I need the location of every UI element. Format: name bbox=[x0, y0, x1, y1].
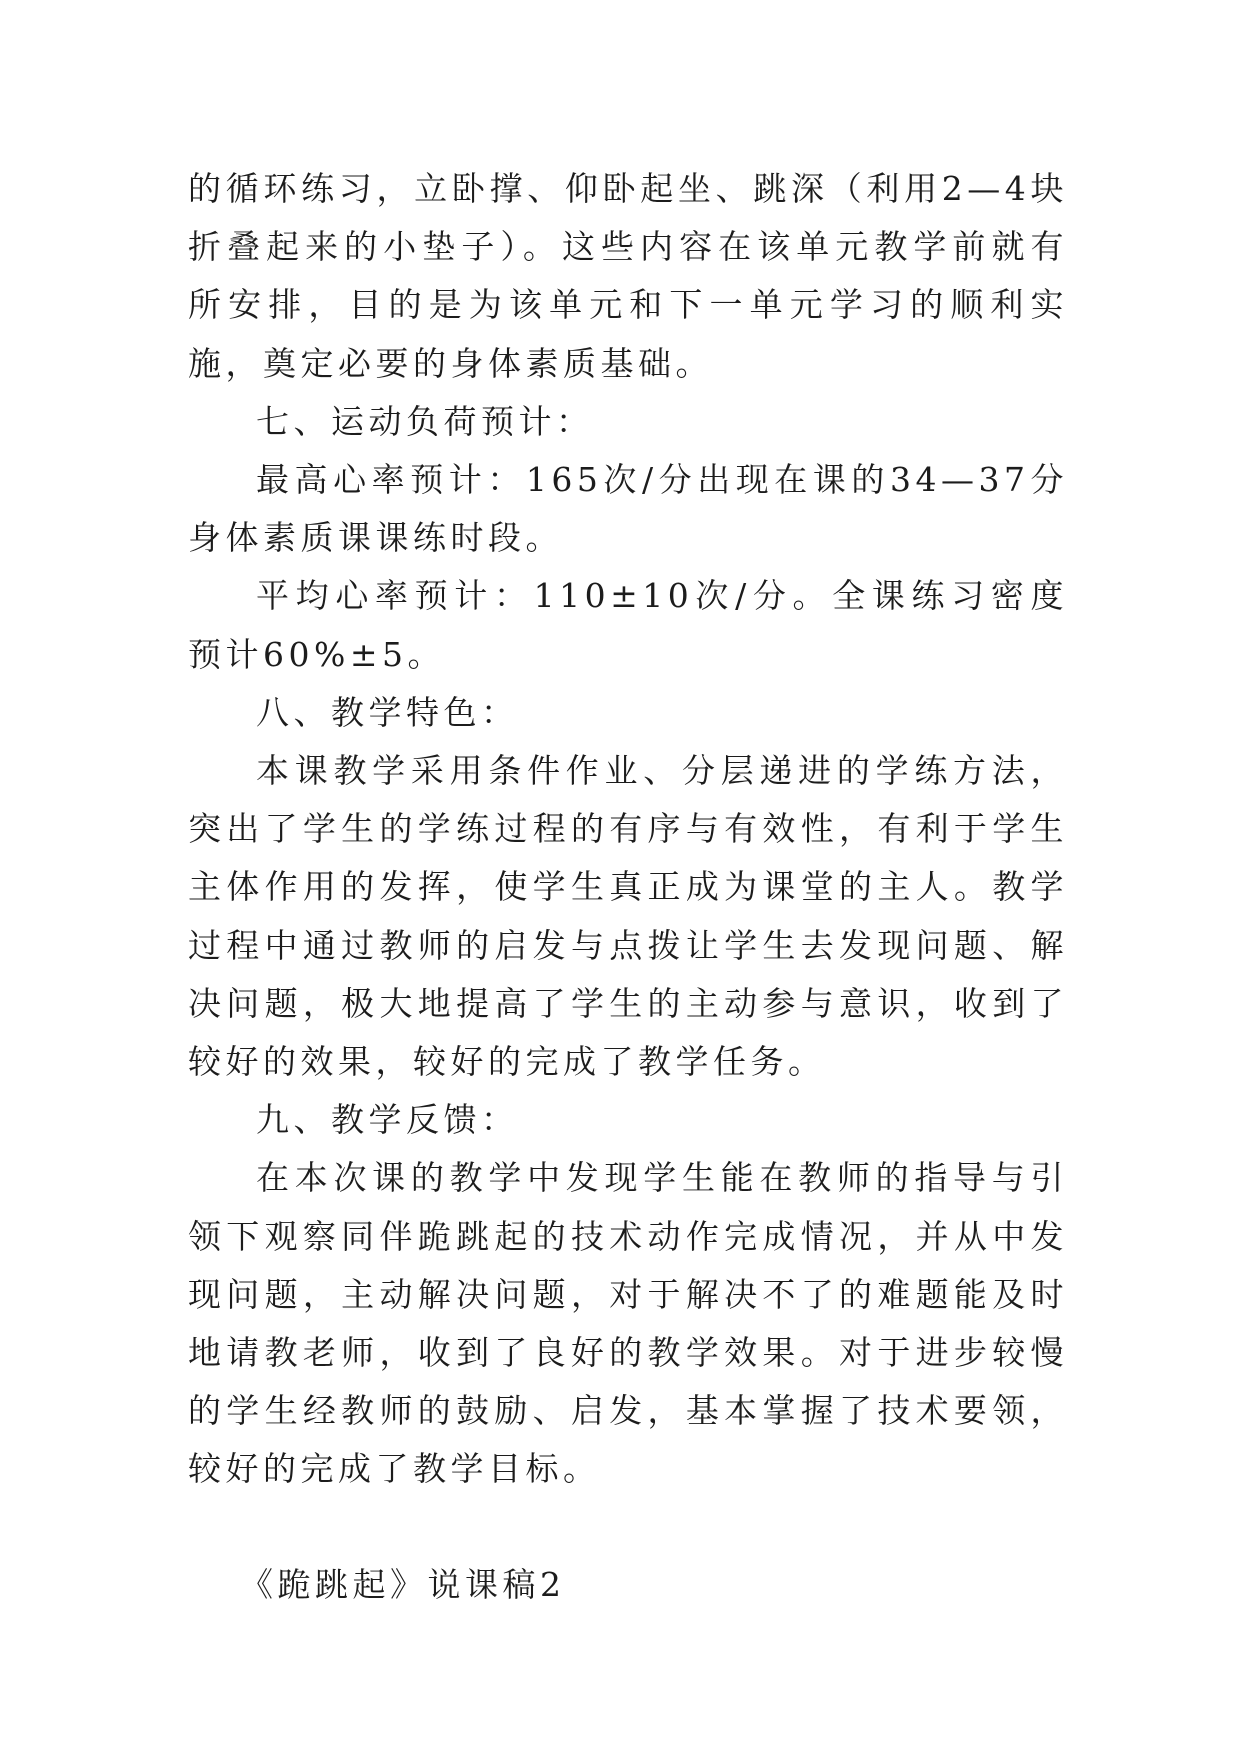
section-heading-teaching-features: 八、教学特色： bbox=[256, 692, 519, 732]
section-heading-exercise-load: 七、运动负荷预计： bbox=[256, 401, 594, 441]
paragraph-continuation: 的循环练习，立卧撑、仰卧起坐、跳深（利用2—4块折叠起来的小垫子）。这些内容在该单元教学前就有所安排，目的是为该单元和下一单元学习的顺利实施，奠定必要的身体素质基础。 bbox=[188, 169, 1068, 383]
section-heading-teaching-feedback: 九、教学反馈： bbox=[256, 1100, 519, 1140]
next-document-title: 《跪跳起》说课稿2 bbox=[240, 1564, 566, 1604]
paragraph-avg-heart-rate: 平均心率预计：110±10次/分。全课练习密度预计60%±5。 bbox=[188, 576, 1068, 674]
paragraph-teaching-feedback: 在本次课的教学中发现学生能在教师的指导与引领下观察同伴跪跳起的技术动作完成情况，并从中发现问题，主动解决问题，对于解决不了的难题能及时地请教老师，收到了良好的教学效果。对于进步较慢的学生经教师的鼓励、启发，基本掌握了技术要领，较好的完成了教学目标。 bbox=[188, 1158, 1068, 1489]
document-body bbox=[188, 160, 1068, 1614]
paragraph-teaching-features: 本课教学采用条件作业、分层递进的学练方法，突出了学生的学练过程的有序与有效性，有利于学生主体作用的发挥，使学生真正成为课堂的主人。教学过程中通过教师的启发与点拨让学生去发现问题、解决问题，极大地提高了学生的主动参与意识，收到了较好的效果，较好的完成了教学任务。 bbox=[188, 751, 1068, 1082]
paragraph-max-heart-rate: 最高心率预计：165次/分出现在课的34—37分身体素质课课练时段。 bbox=[188, 460, 1068, 558]
